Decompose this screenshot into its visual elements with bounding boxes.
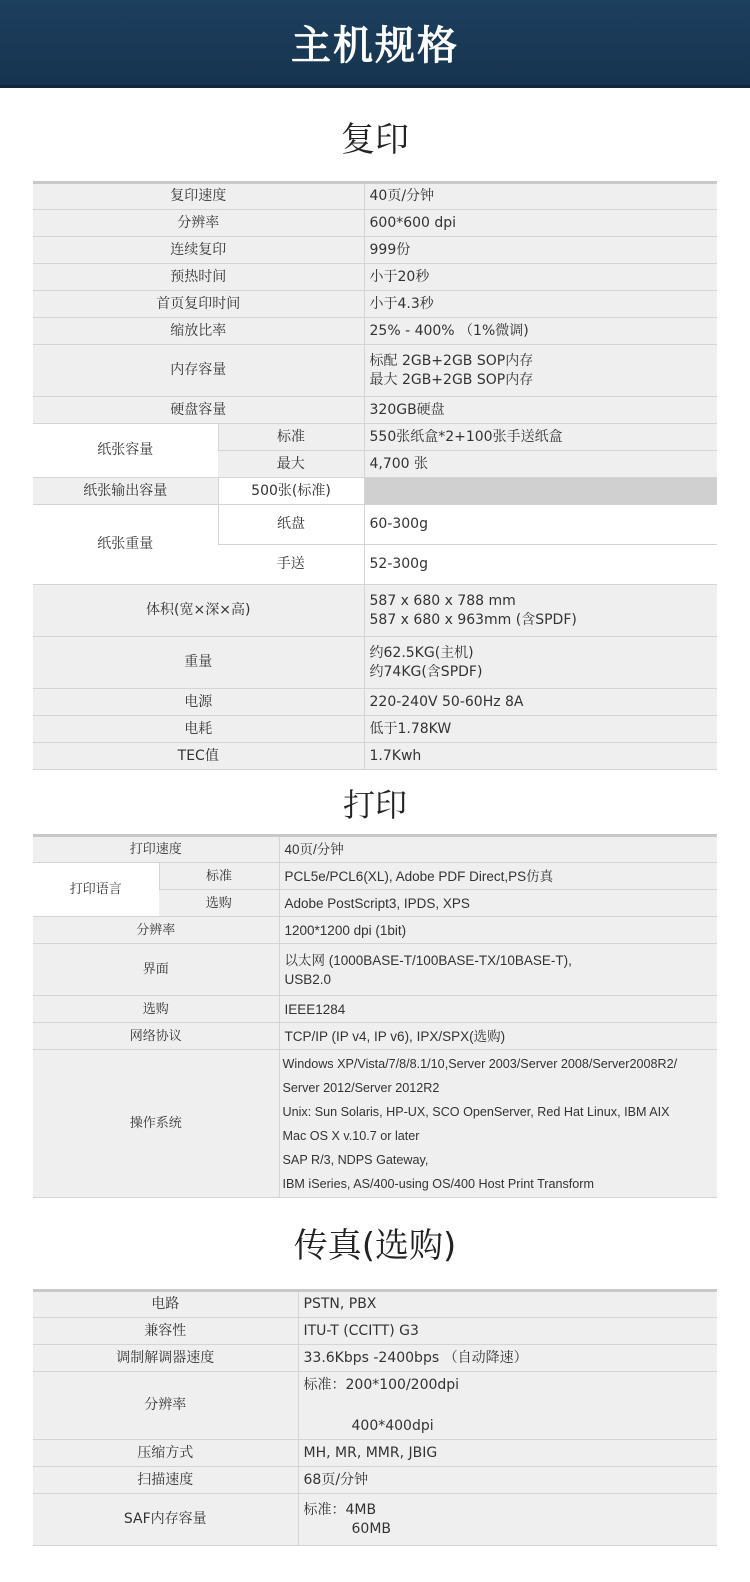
table-row <box>33 237 717 264</box>
spec-value-line: 约62.5KG(主机) <box>369 644 474 661</box>
os-line: SAP R/3, NDPS Gateway, <box>282 1152 429 1167</box>
spec-sublabel: 选购 <box>159 890 279 917</box>
table-row <box>33 1372 717 1440</box>
table-row <box>33 689 717 716</box>
spec-label: 电耗 <box>33 716 364 743</box>
spec-sublabel: 标准 <box>159 863 279 890</box>
fax-section-title: 传真(选购) <box>293 1226 457 1266</box>
spec-value: 1200*1200 dpi (1bit) <box>279 917 717 944</box>
spec-value-line: 587 x 680 x 963mm (含SPDF) <box>369 611 577 628</box>
table-row <box>33 1440 717 1467</box>
spec-value <box>298 1494 717 1546</box>
spec-label: 连续复印 <box>33 237 364 264</box>
spec-label: 网络协议 <box>33 1023 279 1050</box>
table-row <box>33 1023 717 1050</box>
fax-spec-table <box>33 1289 717 1546</box>
spec-value: Adobe PostScript3, IPDS, XPS <box>279 890 717 917</box>
spec-label: 重量 <box>33 637 364 689</box>
empty-cell <box>364 478 717 505</box>
spec-value: 320GB硬盘 <box>364 397 717 424</box>
os-line: Unix: Sun Solaris, HP-UX, SCO OpenServer, Red Hat Linux, IBM AIX <box>282 1104 670 1119</box>
spec-sublabel: 纸盘 <box>218 505 364 545</box>
spec-label: 预热时间 <box>33 264 364 291</box>
table-row <box>33 424 717 451</box>
spec-label: 纸张重量 <box>33 505 218 585</box>
spec-label: 体积(宽×深×高) <box>33 585 364 637</box>
spec-label: 缩放比率 <box>33 318 364 345</box>
table-row <box>33 291 717 318</box>
table-row <box>33 318 717 345</box>
spec-value: 500张(标准) <box>218 478 364 505</box>
table-row <box>33 210 717 237</box>
spec-label: 扫描速度 <box>33 1467 298 1494</box>
spec-label: 首页复印时间 <box>33 291 364 318</box>
os-line: IBM iSeries, AS/400-using OS/400 Host Print Transform <box>282 1176 594 1191</box>
spec-value: 40页/分钟 <box>279 836 717 863</box>
print-spec-table <box>33 834 717 1198</box>
spec-value-line: 587 x 680 x 788 mm <box>369 592 516 609</box>
table-row <box>33 996 717 1023</box>
table-row <box>33 1318 717 1345</box>
spec-value: IEEE1284 <box>279 996 717 1023</box>
spec-sublabel: 标准 <box>218 424 364 451</box>
os-line: Mac OS X v.10.7 or later <box>282 1128 420 1143</box>
spec-value: 52-300g <box>364 545 717 585</box>
spec-value: 1.7Kwh <box>364 743 717 770</box>
spec-label: 电路 <box>33 1291 298 1318</box>
spec-value: 小于4.3秒 <box>364 291 717 318</box>
spec-value-line: 以太网 (1000BASE-T/100BASE-TX/10BASE-T), <box>284 952 572 968</box>
spec-label: 硬盘容量 <box>33 397 364 424</box>
spec-value-line: 标准：4MB <box>303 1501 377 1518</box>
spec-label: 打印速度 <box>33 836 279 863</box>
spec-value: ITU-T (CCITT) G3 <box>298 1318 717 1345</box>
spec-value <box>364 637 717 689</box>
spec-value: PSTN, PBX <box>298 1291 717 1318</box>
spec-label: 压缩方式 <box>33 1440 298 1467</box>
spec-label: 选购 <box>33 996 279 1023</box>
spec-value <box>279 1050 717 1198</box>
spec-label: 打印语言 <box>33 863 159 917</box>
spec-value <box>364 345 717 397</box>
spec-label: 复印速度 <box>33 183 364 210</box>
spec-label: 纸张容量 <box>33 424 218 478</box>
page-banner <box>0 0 750 88</box>
table-row <box>33 944 717 996</box>
table-row <box>33 478 717 505</box>
spec-label: 调制解调器速度 <box>33 1345 298 1372</box>
copy-spec-table <box>33 181 717 770</box>
table-row <box>33 743 717 770</box>
table-row <box>33 397 717 424</box>
spec-value: 4,700 张 <box>364 451 717 478</box>
spec-value: PCL5e/PCL6(XL), Adobe PDF Direct,PS仿真 <box>279 863 717 890</box>
os-line: Windows XP/Vista/7/8/8.1/10,Server 2003/Server 2008/Server2008R2/ <box>282 1056 678 1071</box>
spec-value: 68页/分钟 <box>298 1467 717 1494</box>
spec-label: 纸张输出容量 <box>33 478 218 505</box>
spec-value-line: 400*400dpi <box>351 1417 434 1434</box>
spec-value: 550张纸盒*2+100张手送纸盒 <box>364 424 717 451</box>
spec-value: 60-300g <box>364 505 717 545</box>
spec-value: 25% - 400% （1%微调) <box>364 318 717 345</box>
spec-label: 兼容性 <box>33 1318 298 1345</box>
spec-label: 界面 <box>33 944 279 996</box>
spec-label: 电源 <box>33 689 364 716</box>
spec-sublabel: 最大 <box>218 451 364 478</box>
spec-value <box>279 944 717 996</box>
table-row <box>33 1050 717 1198</box>
table-row <box>33 863 717 890</box>
table-row <box>33 716 717 743</box>
spec-value-line: 约74KG(含SPDF) <box>369 663 483 680</box>
spec-label: 分辨率 <box>33 917 279 944</box>
spec-sublabel: 手送 <box>218 545 364 585</box>
table-row <box>33 1494 717 1546</box>
spec-value-line: 标配 2GB+2GB SOP内存 <box>369 352 534 369</box>
table-row <box>33 1291 717 1318</box>
spec-label: 内存容量 <box>33 345 364 397</box>
table-row <box>33 1345 717 1372</box>
spec-label: 分辨率 <box>33 1372 298 1440</box>
table-row <box>33 183 717 210</box>
spec-value: TCP/IP (IP v4, IP v6), IPX/SPX(选购) <box>279 1023 717 1050</box>
table-row <box>33 917 717 944</box>
table-row <box>33 585 717 637</box>
spec-label: SAF内存容量 <box>33 1494 298 1546</box>
spec-label: 操作系统 <box>33 1050 279 1198</box>
spec-value: 小于20秒 <box>364 264 717 291</box>
spec-value: 40页/分钟 <box>364 183 717 210</box>
spec-value: 33.6Kbps -2400bps （自动降速） <box>298 1345 717 1372</box>
table-row <box>33 637 717 689</box>
spec-value-line: 标准：200*100/200dpi <box>303 1376 460 1393</box>
spec-label: TEC值 <box>33 743 364 770</box>
spec-value: 低于1.78KW <box>364 716 717 743</box>
table-row <box>33 505 717 545</box>
spec-value: 220-240V 50-60Hz 8A <box>364 689 717 716</box>
table-row <box>33 836 717 863</box>
table-row <box>33 345 717 397</box>
copy-section-title: 复印 <box>341 120 409 160</box>
spec-value-line: USB2.0 <box>284 971 332 987</box>
spec-value-line: 60MB <box>351 1520 391 1537</box>
table-row <box>33 1467 717 1494</box>
banner-title: 主机规格 <box>291 23 459 69</box>
spec-value <box>298 1372 717 1440</box>
spec-value: 999份 <box>364 237 717 264</box>
spec-label: 分辨率 <box>33 210 364 237</box>
spec-value: 600*600 dpi <box>364 210 717 237</box>
spec-value <box>364 585 717 637</box>
os-line: Server 2012/Server 2012R2 <box>282 1080 440 1095</box>
table-row <box>33 264 717 291</box>
spec-value-line: 最大 2GB+2GB SOP内存 <box>369 371 534 388</box>
spec-value: MH, MR, MMR, JBIG <box>298 1440 717 1467</box>
print-section-title: 打印 <box>342 786 407 824</box>
